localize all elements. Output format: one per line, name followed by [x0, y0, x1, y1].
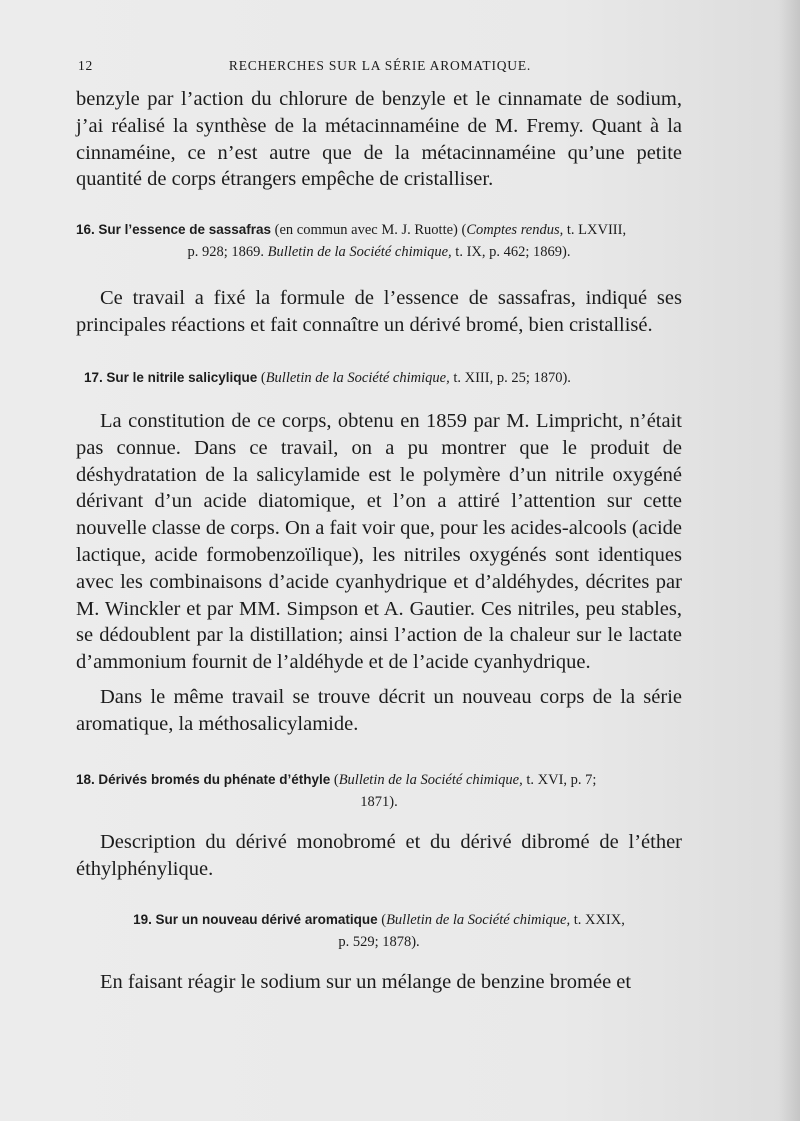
page-edge-shadow	[778, 0, 800, 1121]
entry-16-heading: 16. Sur l’essence de sassafras (en commun avec M. J. Ruotte) (Comptes rendus, t. LXVIII, p. 928; 1869. Bulletin de la Société chimique, t. IX, p. 462; 1869).	[76, 222, 627, 260]
entry-17-heading: 17. Sur le nitrile salicylique (Bulletin de la Société chimique, t. XIII, p. 25; 1870).	[84, 370, 571, 386]
entry-18-title: Dérivés bromés du phénate d’éthyle	[98, 772, 331, 787]
intro-paragraph: benzyle par l’action du chlorure de benzyle et le cinnamate de sodium, j’ai réalisé la synthèse de la métacinnaméine de M. Fremy. Quant à la cinnaméine, ce n’est autre que de la métacinnaméine qu’une petite quantité de corps étrangers empêche de cristalliser.	[76, 88, 682, 191]
page-number: 12	[78, 58, 94, 73]
entry-19-heading: 19. Sur un nouveau dérivé aromatique (Bulletin de la Société chimique, t. XXIX, p. 529; 1878).	[133, 912, 625, 950]
running-title: RECHERCHES SUR LA SÉRIE AROMATIQUE.	[228, 58, 532, 73]
entry-17-paragraph-2: Dans le même travail se trouve décrit un nouveau corps de la série aromatique, la méthosalicylamide.	[76, 686, 682, 735]
entry-17-paragraph-1: La constitution de ce corps, obtenu en 1859 par M. Limpricht, n’était pas connue. Dans ce travail, on a pu montrer que le produit de déshydratation de la salicylamide est le polymère d’un nitrile oxygéné dérivant d’un acide diatomique, et l’on a attiré l’attention sur cette nouvelle classe de corps. On a fait voir que, pour les acides-alcools (acide lactique, acide formobenzoïlique), les nitriles oxygénés sont identiques avec les combinaisons d’acide cyanhydrique et d’aldéhydes, décrites par M. Winckler et par MM. Simpson et A. Gautier. Ces nitriles, peu stables, se dédoublent par la distillation; ainsi l’action de la chaleur sur le lactate d’ammonium fournit de l’aldéhyde et de l’acide cyanhydrique.	[76, 410, 682, 674]
running-header	[78, 58, 682, 80]
entry-19-paragraph: En faisant réagir le sodium sur un mélange de benzine bromée et	[100, 971, 632, 993]
entry-18-paragraph: Description du dérivé monobromé et du dérivé dibromé de l’éther éthylphénylique.	[76, 831, 682, 880]
entry-19-title: Sur un nouveau dérivé aromatique	[155, 912, 378, 927]
entry-16-title: Sur l’essence de sassafras	[98, 222, 272, 237]
entry-18-heading: 18. Dérivés bromés du phénate d’éthyle (Bulletin de la Société chimique, t. XVI, p. 7; 1871).	[76, 772, 597, 810]
entry-17-title: Sur le nitrile salicylique	[106, 370, 258, 385]
entry-16-paragraph: Ce travail a fixé la formule de l’essence de sassafras, indiqué ses principales réactions et fait connaître un dérivé bromé, bien cristallisé.	[76, 287, 682, 336]
